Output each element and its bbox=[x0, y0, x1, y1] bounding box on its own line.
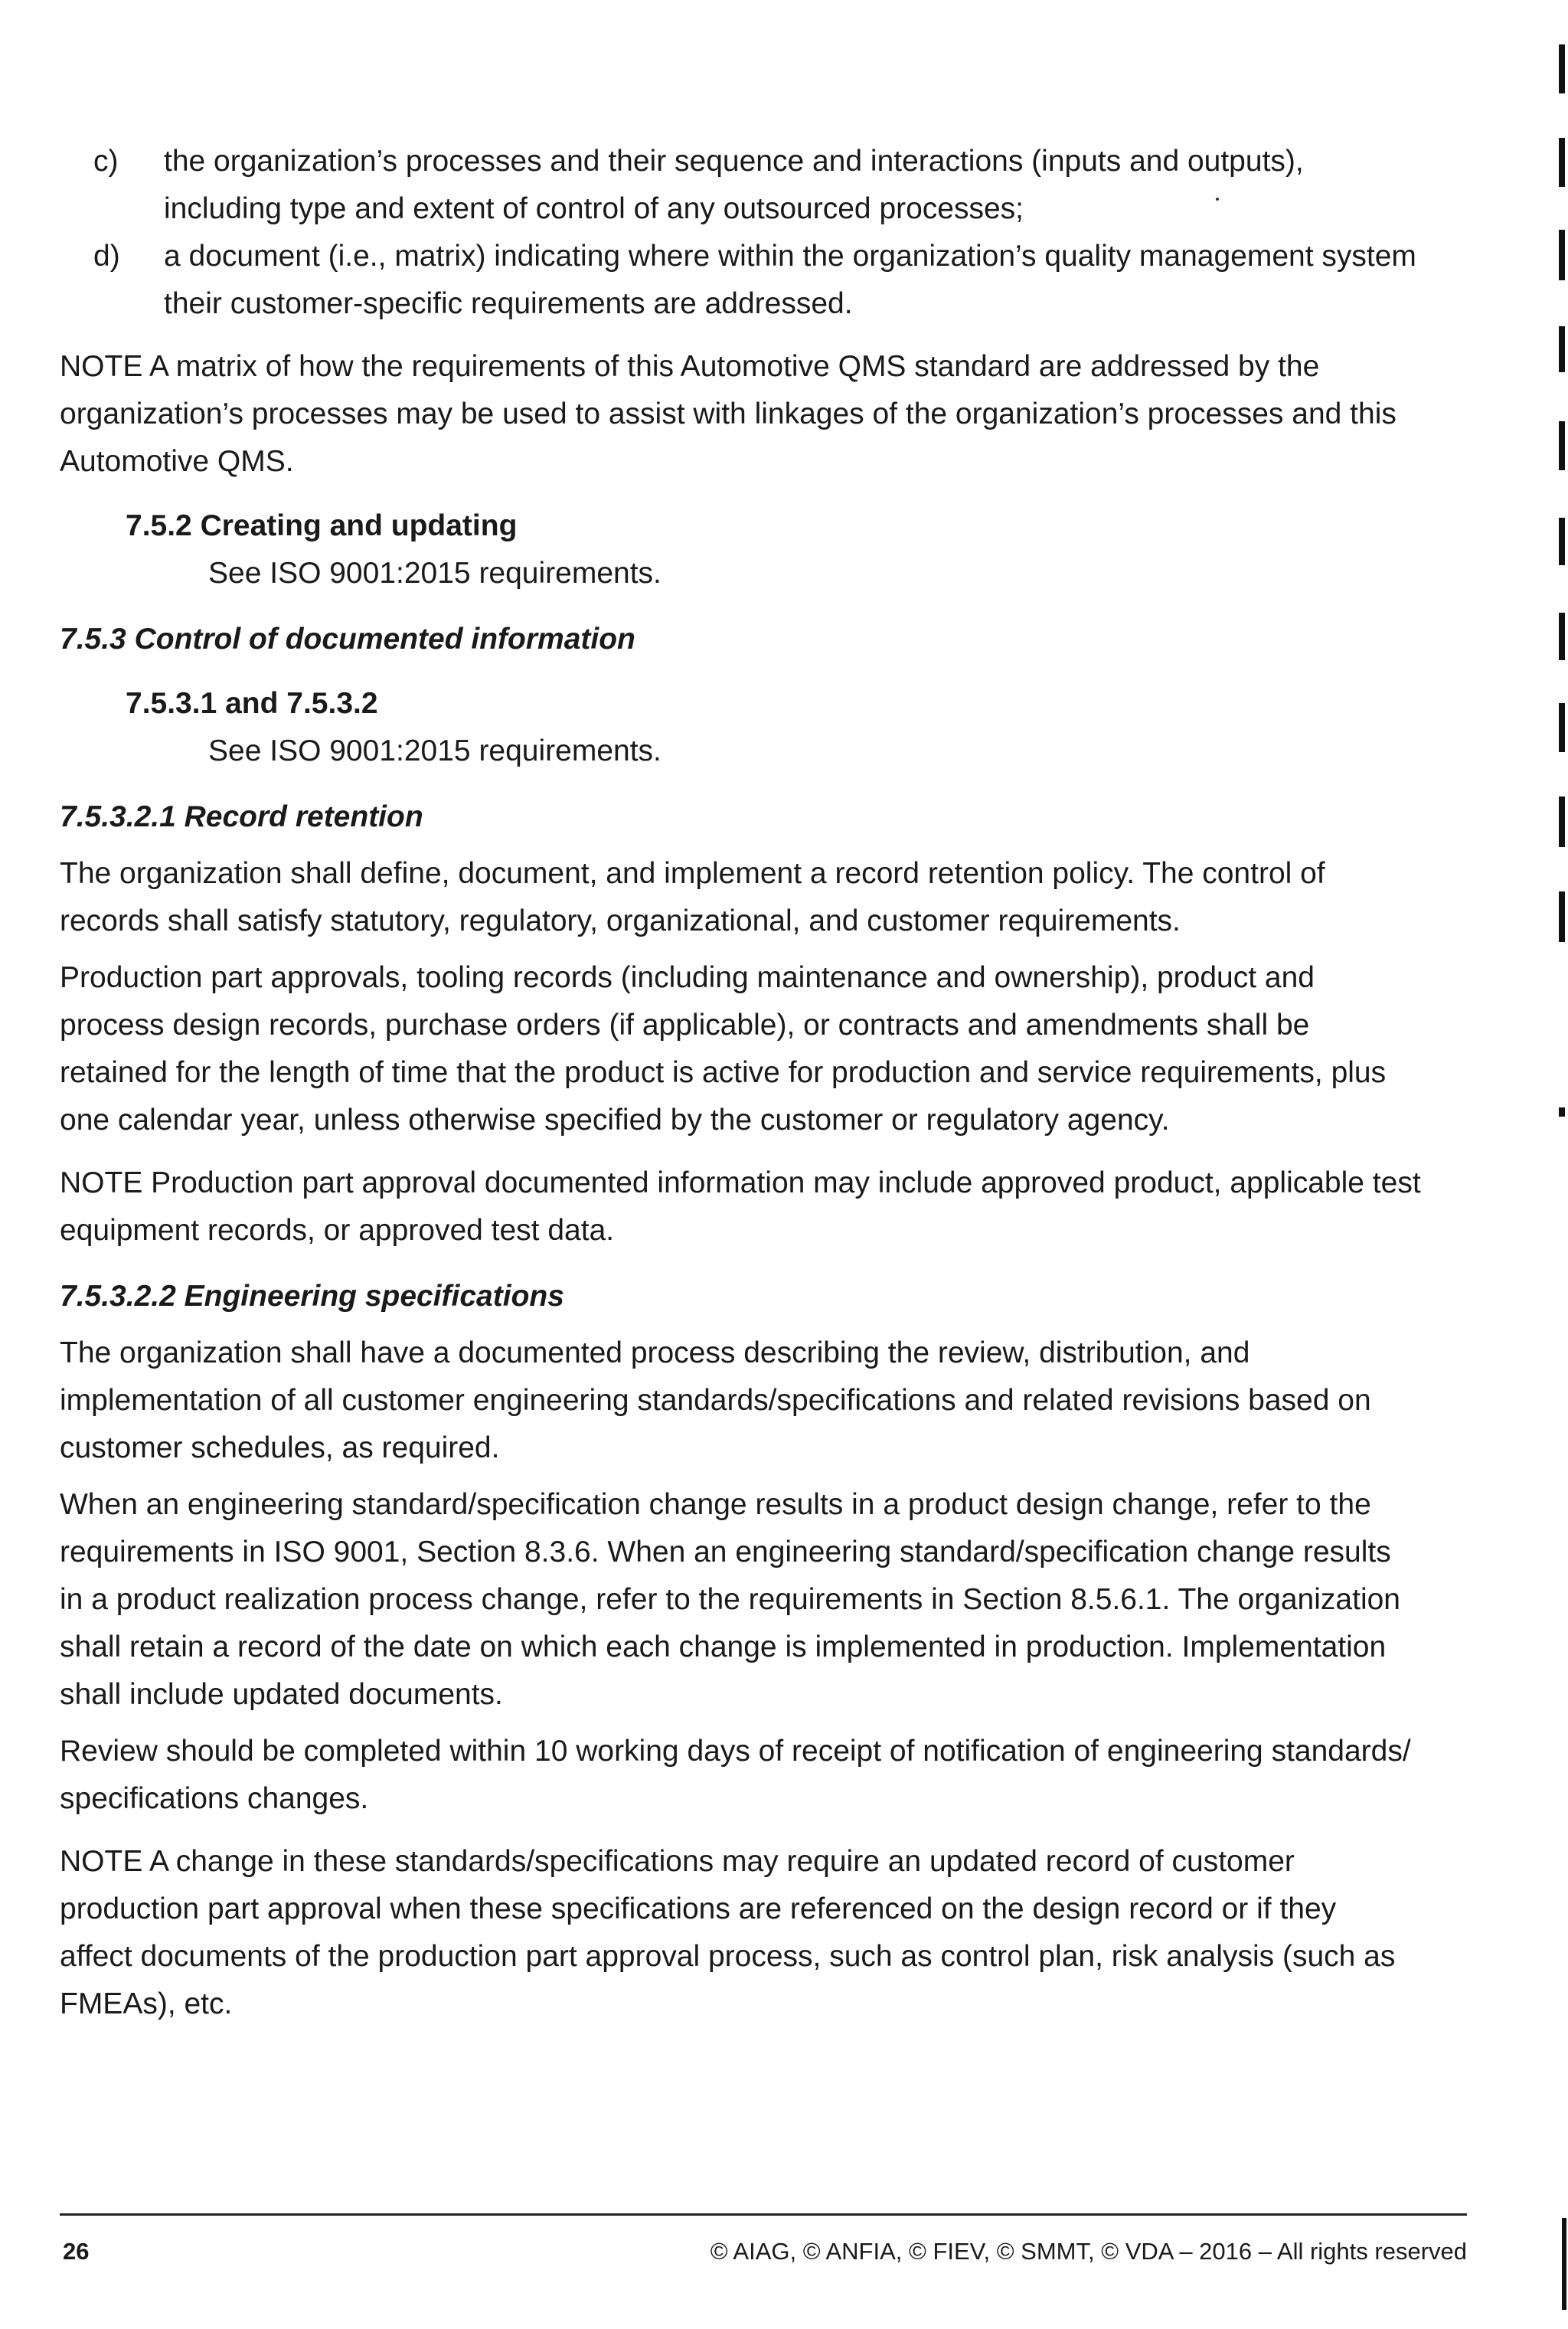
paragraph bbox=[60, 1728, 1484, 1823]
heading-7-5-3: 7.5.3 Control of documented information bbox=[60, 623, 635, 656]
paragraph-line: specifications changes. bbox=[60, 1782, 369, 1815]
copyright-notice: © AIAG, © ANFIA, © FIEV, © SMMT, © VDA – 2016 – All rights reserved bbox=[710, 2238, 1467, 2265]
list-marker: c) bbox=[93, 145, 119, 178]
change-bar bbox=[1559, 138, 1565, 187]
paragraph bbox=[60, 954, 1484, 1144]
note-matrix bbox=[60, 343, 1484, 486]
note-standards-change bbox=[60, 1838, 1484, 2028]
change-bar bbox=[1559, 797, 1565, 847]
change-bar bbox=[1559, 44, 1565, 93]
note-line: equipment records, or approved test data. bbox=[60, 1214, 615, 1247]
paragraph-line: retained for the length of time that the product is active for production and service requirements, plus bbox=[60, 1056, 1387, 1089]
change-bar bbox=[1559, 703, 1565, 752]
paragraph-line: records shall satisfy statutory, regulatory, organizational, and customer requirements. bbox=[60, 904, 1181, 937]
document-body bbox=[60, 138, 1484, 2028]
paragraph-line: The organization shall define, document, and implement a record retention policy. The control of bbox=[60, 857, 1325, 890]
list-item-text: including type and extent of control of any outsourced processes; bbox=[164, 192, 1024, 225]
change-bar bbox=[1559, 518, 1565, 565]
change-bar bbox=[1559, 1107, 1565, 1117]
list-item-c bbox=[60, 138, 1484, 233]
note-line: production part approval when these specifications are referenced on the design record or if they bbox=[60, 1892, 1337, 1925]
note-line: FMEAs), etc. bbox=[60, 1987, 233, 2020]
paragraph-line: process design records, purchase orders (if applicable), or contracts and amendments shall be bbox=[60, 1009, 1310, 1042]
note-line: organization’s processes may be used to assist with linkages of the organization’s processes and this bbox=[60, 397, 1396, 430]
note-line: NOTE Production part approval documented information may include approved product, applicable test bbox=[60, 1166, 1421, 1199]
change-bar bbox=[1559, 230, 1565, 280]
note-line: NOTE A change in these standards/specifications may require an updated record of customer bbox=[60, 1845, 1295, 1878]
heading-7-5-3-2-2: 7.5.3.2.2 Engineering specifications bbox=[60, 1280, 564, 1313]
list-item-text: a document (i.e., matrix) indicating where within the organization’s quality management system bbox=[164, 240, 1416, 273]
section-text: See ISO 9001:2015 requirements. bbox=[208, 557, 662, 590]
paragraph-line: implementation of all customer engineering standards/specifications and related revisions based on bbox=[60, 1384, 1371, 1417]
change-bar bbox=[1559, 891, 1565, 942]
footer-divider bbox=[60, 2213, 1467, 2216]
heading-7-5-2: 7.5.2 Creating and updating bbox=[126, 509, 518, 542]
note-line: Automotive QMS. bbox=[60, 445, 294, 478]
heading-7-5-3-1: 7.5.3.1 and 7.5.3.2 bbox=[126, 687, 378, 720]
paragraph-line: in a product realization process change, refer to the requirements in Section 8.5.6.1. The organization bbox=[60, 1583, 1400, 1616]
page-edge-mark bbox=[1562, 2218, 1566, 2310]
paragraph bbox=[60, 850, 1484, 945]
note-line: affect documents of the production part approval process, such as control plan, risk analysis (such as bbox=[60, 1940, 1396, 1973]
list-item-text: their customer-specific requirements are addressed. bbox=[164, 287, 853, 320]
section-text: See ISO 9001:2015 requirements. bbox=[208, 734, 662, 767]
note-line: NOTE A matrix of how the requirements of this Automotive QMS standard are addressed by the bbox=[60, 350, 1320, 383]
list-item-d bbox=[60, 233, 1484, 328]
paragraph-line: The organization shall have a documented process describing the review, distribution, and bbox=[60, 1336, 1250, 1369]
paragraph-line: requirements in ISO 9001, Section 8.3.6. When an engineering standard/specification change results bbox=[60, 1536, 1391, 1568]
list-item-text: the organization’s processes and their sequence and interactions (inputs and outputs), bbox=[164, 145, 1304, 178]
heading-7-5-3-2-1: 7.5.3.2.1 Record retention bbox=[60, 800, 423, 833]
paragraph-line: shall retain a record of the date on which each change is implemented in production. Implementation bbox=[60, 1631, 1387, 1663]
paragraph-line: one calendar year, unless otherwise specified by the customer or regulatory agency. bbox=[60, 1104, 1170, 1137]
paragraph-line: customer schedules, as required. bbox=[60, 1431, 500, 1464]
change-bar bbox=[1559, 326, 1565, 372]
paragraph bbox=[60, 1481, 1484, 1719]
paragraph-line: Review should be completed within 10 working days of receipt of notification of engineering standards/ bbox=[60, 1735, 1411, 1768]
change-bar bbox=[1559, 421, 1565, 470]
paragraph-line: When an engineering standard/specification change results in a product design change, refer to the bbox=[60, 1488, 1371, 1521]
paragraph bbox=[60, 1330, 1484, 1472]
paragraph-line: shall include updated documents. bbox=[60, 1678, 503, 1711]
page-number: 26 bbox=[63, 2238, 90, 2265]
list-marker: d) bbox=[93, 240, 120, 273]
note-production-approval bbox=[60, 1160, 1484, 1254]
change-bar bbox=[1559, 613, 1565, 660]
paragraph-line: Production part approvals, tooling records (including maintenance and ownership), product and bbox=[60, 961, 1315, 994]
